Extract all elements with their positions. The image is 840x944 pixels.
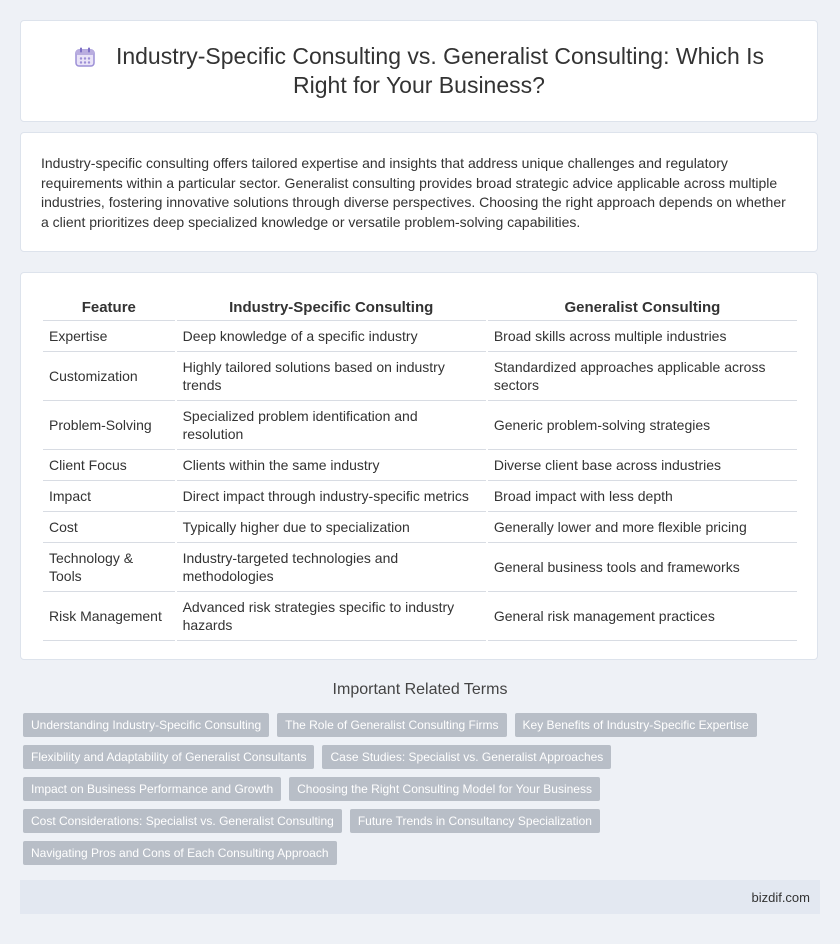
calendar-icon (74, 46, 96, 68)
table-row (43, 592, 797, 641)
row-industry-specific: Advanced risk strategies specific to industry hazards (177, 592, 486, 641)
row-feature: Impact (43, 481, 175, 512)
related-term-tag[interactable]: Navigating Pros and Cons of Each Consulting Approach (23, 841, 337, 865)
table-row (43, 352, 797, 401)
table-header-row (43, 293, 797, 321)
intro-card (20, 132, 818, 252)
row-industry-specific: Industry-targeted technologies and methodologies (177, 543, 486, 592)
intro-paragraph: Industry-specific consulting offers tailored expertise and insights that address unique challenges and regulatory requirements within a particular sector. Generalist consulting provides broad strategic advice applicable across multiple industries, fostering innovative solutions through diverse perspectives. Choosing the right approach depends on whether a client prioritizes deep specialized knowledge or versatile problem-solving capabilities. (41, 155, 786, 230)
row-generalist: General risk management practices (488, 592, 797, 641)
table-row (43, 401, 797, 450)
related-term-tag[interactable]: Understanding Industry-Specific Consulting (23, 713, 269, 737)
related-terms-list (23, 713, 803, 865)
related-term-tag[interactable]: Choosing the Right Consulting Model for Your Business (289, 777, 600, 801)
row-generalist: Standardized approaches applicable across sectors (488, 352, 797, 401)
table-row (43, 481, 797, 512)
related-term-tag[interactable]: Future Trends in Consultancy Specialization (350, 809, 600, 833)
title-card (20, 20, 818, 122)
row-generalist: Generally lower and more flexible pricing (488, 512, 797, 543)
row-industry-specific: Highly tailored solutions based on industry trends (177, 352, 486, 401)
page-title (51, 42, 787, 100)
row-generalist: General business tools and frameworks (488, 543, 797, 592)
related-term-tag[interactable]: The Role of Generalist Consulting Firms (277, 713, 506, 737)
related-term-tag[interactable]: Impact on Business Performance and Growth (23, 777, 281, 801)
related-term-tag[interactable]: Flexibility and Adaptability of Generalist Consultants (23, 745, 314, 769)
related-term-tag[interactable]: Key Benefits of Industry-Specific Expertise (515, 713, 757, 737)
row-industry-specific: Typically higher due to specialization (177, 512, 486, 543)
table-row (43, 450, 797, 481)
table-row (43, 512, 797, 543)
footer (20, 880, 820, 914)
row-feature: Expertise (43, 321, 175, 352)
row-generalist: Diverse client base across industries (488, 450, 797, 481)
related-term-tag[interactable]: Cost Considerations: Specialist vs. Generalist Consulting (23, 809, 342, 833)
comparison-table (41, 293, 799, 641)
comparison-card (20, 272, 818, 660)
table-row (43, 543, 797, 592)
row-feature: Problem-Solving (43, 401, 175, 450)
row-feature: Cost (43, 512, 175, 543)
row-feature: Technology & Tools (43, 543, 175, 592)
row-industry-specific: Deep knowledge of a specific industry (177, 321, 486, 352)
row-feature: Risk Management (43, 592, 175, 641)
row-industry-specific: Clients within the same industry (177, 450, 486, 481)
column-header-generalist: Generalist Consulting (488, 293, 797, 321)
row-feature: Customization (43, 352, 175, 401)
row-generalist: Broad impact with less depth (488, 481, 797, 512)
row-industry-specific: Direct impact through industry-specific metrics (177, 481, 486, 512)
related-term-tag[interactable]: Case Studies: Specialist vs. Generalist Approaches (322, 745, 611, 769)
column-header-industry-specific: Industry-Specific Consulting (177, 293, 486, 321)
column-header-feature: Feature (43, 293, 175, 321)
footer-site-link[interactable]: bizdif.com (751, 889, 810, 905)
table-row (43, 321, 797, 352)
row-generalist: Broad skills across multiple industries (488, 321, 797, 352)
row-industry-specific: Specialized problem identification and resolution (177, 401, 486, 450)
row-generalist: Generic problem-solving strategies (488, 401, 797, 450)
related-terms-heading: Important Related Terms (332, 681, 508, 698)
page-title-text: Industry-Specific Consulting vs. Generalist Consulting: Which Is Right for Your Business? (115, 43, 765, 98)
row-feature: Client Focus (43, 450, 175, 481)
